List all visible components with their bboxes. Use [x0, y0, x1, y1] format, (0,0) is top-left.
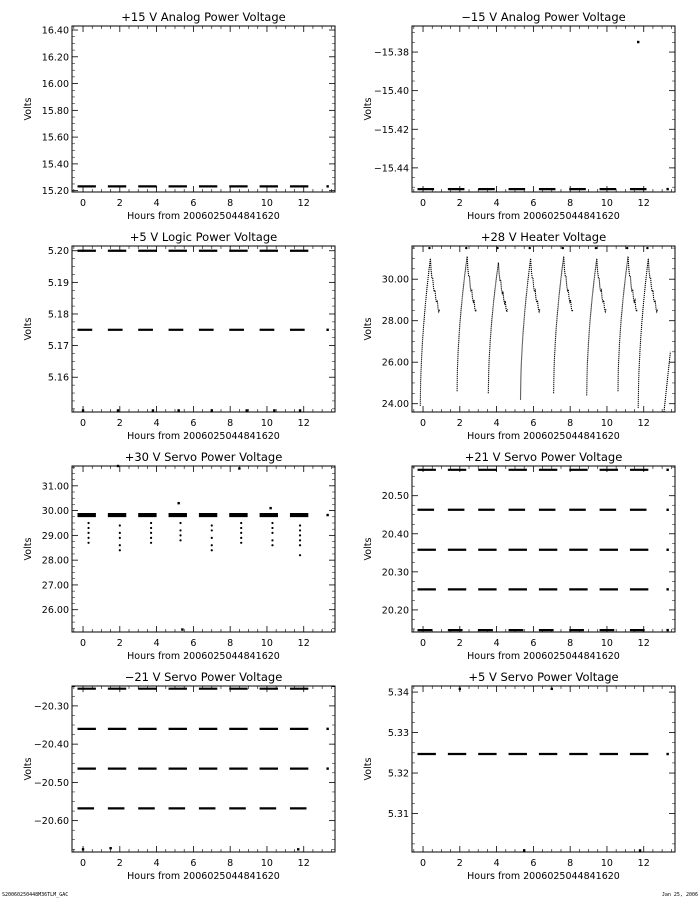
data-point [179, 539, 181, 541]
y-tick-label: 20.40 [381, 529, 409, 541]
data-point [246, 409, 248, 411]
y-tick-label: 31.00 [41, 481, 69, 493]
data-point [326, 329, 328, 331]
x-tick-label: 8 [227, 638, 234, 649]
chart-panel [23, 450, 335, 662]
data-point [82, 848, 84, 850]
plot-frame [72, 26, 335, 192]
data-point [150, 537, 152, 539]
chart-panel [23, 230, 335, 442]
data-point [240, 532, 242, 534]
x-tick-label: 0 [80, 638, 87, 649]
x-tick-label: 12 [637, 858, 650, 869]
x-tick-label: 6 [190, 638, 197, 649]
data-point [87, 527, 89, 529]
data-point [150, 532, 152, 534]
data-point [240, 542, 242, 544]
y-axis-label: Volts [23, 757, 34, 781]
y-tick-label: 27.00 [41, 580, 69, 592]
x-tick-label: 2 [116, 638, 123, 649]
data-point [271, 527, 273, 529]
y-tick-label: 20.20 [381, 605, 409, 617]
x-tick-label: 4 [493, 418, 500, 429]
heater-cycle [554, 256, 573, 393]
y-axis-label: Volts [363, 537, 374, 561]
y-axis-label: Volts [363, 757, 374, 781]
x-tick-label: 6 [530, 858, 537, 869]
data-point [639, 849, 641, 851]
chart-title: −21 V Servo Power Voltage [124, 670, 283, 684]
data-point [297, 848, 299, 850]
x-axis-label: Hours from 2006025044841620 [127, 871, 280, 882]
data-point [211, 529, 213, 531]
data-point [179, 529, 181, 531]
y-tick-label: 5.20 [47, 246, 69, 258]
x-tick-label: 12 [637, 638, 650, 649]
y-axis-label: Volts [363, 317, 374, 341]
chart-title: +5 V Logic Power Voltage [129, 230, 278, 244]
data-point [299, 544, 301, 546]
data-point [117, 409, 119, 411]
data-point [326, 767, 328, 769]
y-axis-label: Volts [23, 317, 34, 341]
heater-tail [664, 352, 670, 412]
y-tick-label: −20.40 [33, 739, 69, 751]
x-tick-label: 4 [493, 638, 500, 649]
data-point [666, 549, 668, 551]
data-point [326, 728, 328, 730]
x-tick-label: 12 [637, 198, 650, 209]
x-tick-label: 2 [456, 198, 463, 209]
x-tick-label: 6 [190, 418, 197, 429]
x-tick-label: 0 [420, 198, 427, 209]
data-point [299, 524, 301, 526]
x-tick-label: 4 [153, 418, 160, 429]
x-axis-label: Hours from 2006025044841620 [127, 211, 280, 222]
data-point [326, 185, 328, 187]
data-point [299, 529, 301, 531]
x-tick-label: 10 [600, 858, 613, 869]
data-point [271, 522, 273, 524]
y-tick-label: −15.40 [373, 86, 409, 98]
x-tick-label: 10 [600, 418, 613, 429]
x-tick-label: 10 [600, 198, 613, 209]
x-tick-label: 2 [116, 418, 123, 429]
data-point [299, 539, 301, 541]
x-tick-label: 12 [297, 198, 310, 209]
plot-frame [72, 466, 335, 632]
y-tick-label: 5.16 [47, 372, 69, 384]
chart-panel [363, 450, 675, 662]
y-tick-label: 5.18 [47, 309, 69, 321]
heater-cycle [420, 259, 439, 406]
data-point [523, 849, 525, 851]
x-tick-label: 6 [530, 198, 537, 209]
chart-panel [363, 10, 675, 222]
x-tick-label: 0 [420, 638, 427, 649]
x-tick-label: 10 [260, 198, 273, 209]
chart-panel [363, 230, 675, 442]
data-point [529, 247, 531, 249]
data-point [299, 534, 301, 536]
data-point [666, 588, 668, 590]
y-tick-label: 15.20 [41, 186, 69, 198]
data-point [465, 247, 467, 249]
y-tick-label: 20.50 [381, 491, 409, 503]
data-point [179, 522, 181, 524]
data-point [177, 409, 179, 411]
data-point [238, 467, 240, 469]
data-point [626, 247, 628, 249]
x-tick-label: 0 [80, 418, 87, 429]
x-tick-label: 6 [190, 198, 197, 209]
heater-cycle [488, 263, 507, 394]
data-point [211, 537, 213, 539]
chart-panel [363, 670, 675, 882]
heater-cycle [457, 256, 476, 391]
data-point [271, 532, 273, 534]
x-axis-label: Hours from 2006025044841620 [467, 431, 620, 442]
y-tick-label: 26.00 [41, 605, 69, 617]
data-point [666, 188, 668, 190]
x-tick-label: 12 [637, 418, 650, 429]
x-tick-label: 4 [153, 638, 160, 649]
x-tick-label: 2 [456, 858, 463, 869]
x-tick-label: 2 [456, 638, 463, 649]
x-tick-label: 8 [567, 198, 574, 209]
x-tick-label: 8 [227, 198, 234, 209]
data-point [87, 532, 89, 534]
data-point [646, 247, 648, 249]
data-point [150, 522, 152, 524]
data-point [666, 469, 668, 471]
data-point [637, 41, 639, 43]
plot-frame [412, 26, 675, 192]
data-point [299, 554, 301, 556]
heater-cycle [587, 259, 606, 396]
y-tick-label: 5.32 [387, 768, 409, 780]
data-point [119, 537, 121, 539]
x-tick-label: 0 [80, 858, 87, 869]
x-tick-label: 2 [116, 198, 123, 209]
y-tick-label: −20.50 [33, 777, 69, 789]
heater-cycle [521, 259, 540, 400]
x-tick-label: 0 [420, 858, 427, 869]
y-tick-label: 15.40 [41, 159, 69, 171]
y-tick-label: 5.33 [387, 728, 409, 740]
data-point [119, 532, 121, 534]
y-tick-label: 16.40 [41, 25, 69, 37]
data-point [666, 753, 668, 755]
data-point [666, 509, 668, 511]
x-tick-label: 0 [420, 418, 427, 429]
chart-panel [23, 670, 335, 882]
data-point [179, 534, 181, 536]
data-point [326, 514, 328, 516]
data-point [428, 247, 430, 249]
y-tick-label: 16.00 [41, 79, 69, 91]
y-tick-label: 20.30 [381, 567, 409, 579]
x-tick-label: 10 [260, 858, 273, 869]
y-tick-label: 28.00 [381, 316, 409, 328]
x-tick-label: 6 [190, 858, 197, 869]
y-axis-label: Volts [23, 537, 34, 561]
y-tick-label: −15.42 [373, 124, 409, 136]
data-point [211, 544, 213, 546]
y-tick-label: 30.00 [41, 506, 69, 518]
x-tick-label: 0 [80, 198, 87, 209]
x-tick-label: 4 [493, 198, 500, 209]
data-point [87, 522, 89, 524]
data-point [177, 502, 179, 504]
y-tick-label: 29.00 [41, 530, 69, 542]
x-tick-label: 10 [600, 638, 613, 649]
x-axis-label: Hours from 2006025044841620 [467, 651, 620, 662]
x-tick-label: 12 [297, 418, 310, 429]
data-point [273, 409, 275, 411]
data-point [150, 527, 152, 529]
y-tick-label: −15.44 [373, 163, 409, 175]
y-tick-label: 26.00 [381, 357, 409, 369]
data-point [211, 524, 213, 526]
x-tick-label: 6 [530, 638, 537, 649]
y-tick-label: 15.80 [41, 105, 69, 117]
x-tick-label: 4 [153, 198, 160, 209]
y-tick-label: 5.34 [387, 687, 409, 699]
x-tick-label: 8 [567, 418, 574, 429]
data-point [109, 847, 111, 849]
x-tick-label: 12 [297, 638, 310, 649]
x-tick-label: 12 [297, 858, 310, 869]
data-point [595, 247, 597, 249]
data-point [150, 542, 152, 544]
y-tick-label: 30.00 [381, 274, 409, 286]
data-point [119, 549, 121, 551]
data-point [271, 544, 273, 546]
data-point [240, 537, 242, 539]
data-point [117, 465, 119, 467]
chart-title: +21 V Servo Power Voltage [464, 450, 623, 464]
x-tick-label: 2 [116, 858, 123, 869]
data-point [269, 507, 271, 509]
x-tick-label: 8 [227, 418, 234, 429]
data-point [666, 629, 668, 631]
y-tick-label: −20.30 [33, 701, 69, 713]
x-tick-label: 4 [493, 858, 500, 869]
y-axis-label: Volts [23, 97, 34, 121]
y-axis-label: Volts [363, 97, 374, 121]
chart-title: +5 V Servo Power Voltage [468, 670, 619, 684]
y-tick-label: 28.00 [41, 555, 69, 567]
x-axis-label: Hours from 2006025044841620 [467, 871, 620, 882]
x-tick-label: 6 [530, 418, 537, 429]
x-tick-label: 4 [153, 858, 160, 869]
plot-frame [412, 246, 675, 412]
chart-title: +15 V Analog Power Voltage [121, 10, 286, 24]
y-tick-label: 15.60 [41, 132, 69, 144]
data-point [240, 527, 242, 529]
y-tick-label: 5.19 [47, 277, 69, 289]
x-tick-label: 10 [260, 418, 273, 429]
data-point [82, 409, 84, 411]
x-tick-label: 8 [567, 638, 574, 649]
footer-date: Jan 25, 2006 [661, 892, 698, 898]
data-point [551, 688, 553, 690]
x-tick-label: 8 [227, 858, 234, 869]
plot-frame [412, 686, 675, 852]
y-tick-label: −15.38 [373, 47, 409, 59]
data-point [119, 544, 121, 546]
data-point [211, 409, 213, 411]
chart-title: +28 V Heater Voltage [480, 230, 607, 244]
y-tick-label: 5.17 [47, 341, 69, 353]
x-axis-label: Hours from 2006025044841620 [467, 211, 620, 222]
data-point [271, 539, 273, 541]
y-tick-label: 5.31 [387, 809, 409, 821]
chart-title: +30 V Servo Power Voltage [124, 450, 283, 464]
data-point [211, 549, 213, 551]
chart-panel [23, 10, 335, 222]
heater-cycle [618, 256, 637, 391]
data-point [119, 524, 121, 526]
footer-filename: S20060250448M36TLM_GAC [2, 892, 69, 898]
x-axis-label: Hours from 2006025044841620 [127, 651, 280, 662]
data-point [181, 628, 183, 630]
data-point [240, 522, 242, 524]
x-tick-label: 8 [567, 858, 574, 869]
y-tick-label: 16.20 [41, 52, 69, 64]
data-point [496, 247, 498, 249]
y-tick-label: 24.00 [381, 399, 409, 411]
y-tick-label: −20.60 [33, 816, 69, 828]
heater-cycle [638, 259, 657, 408]
data-point [299, 409, 301, 411]
data-point [87, 537, 89, 539]
x-tick-label: 2 [456, 418, 463, 429]
data-point [459, 688, 461, 690]
data-point [562, 247, 564, 249]
data-point [152, 409, 154, 411]
chart-title: −15 V Analog Power Voltage [461, 10, 626, 24]
x-tick-label: 10 [260, 638, 273, 649]
data-point [87, 542, 89, 544]
x-axis-label: Hours from 2006025044841620 [127, 431, 280, 442]
